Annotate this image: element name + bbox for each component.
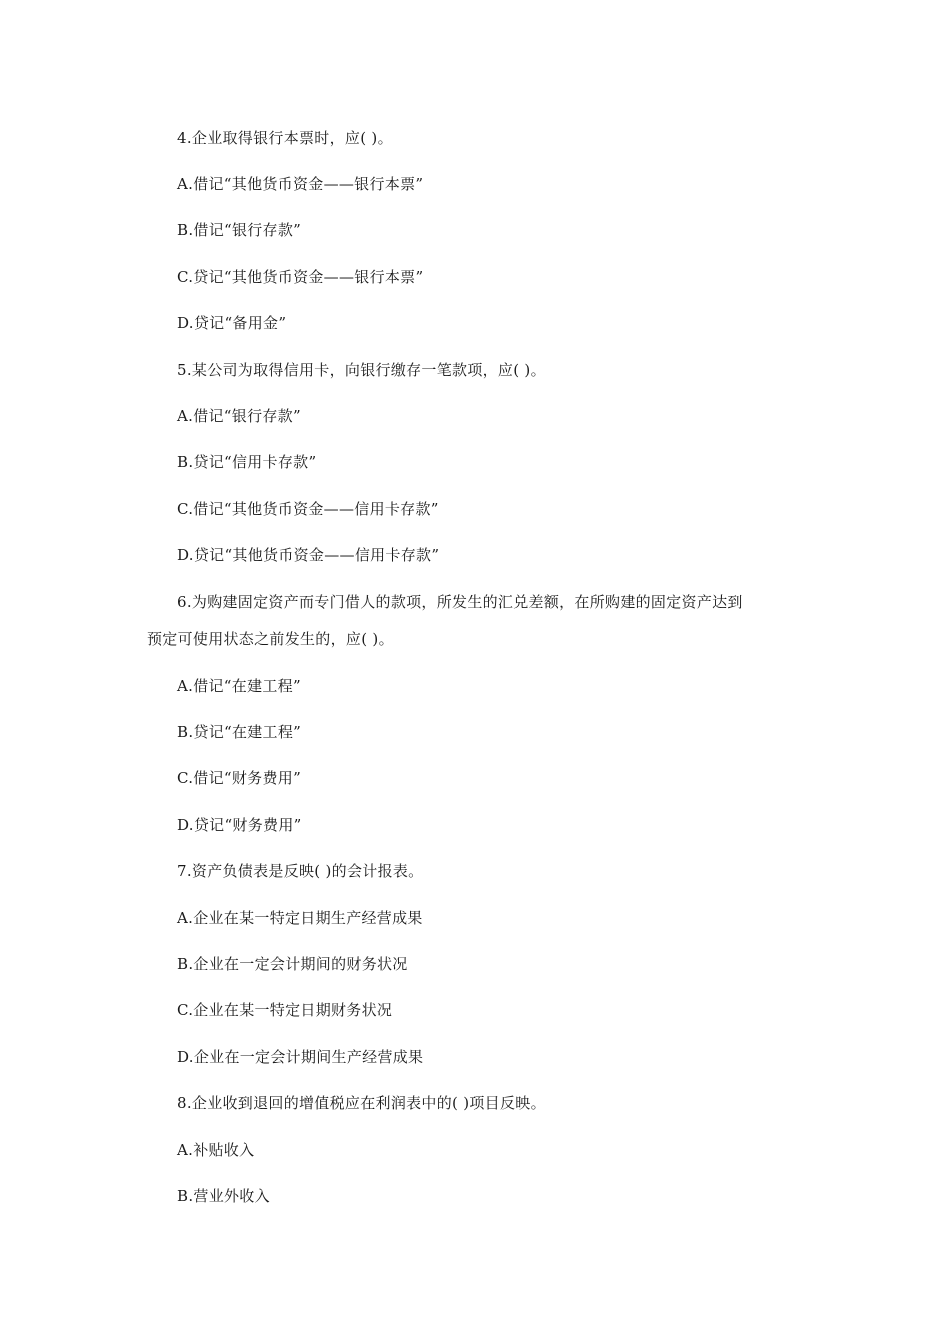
question-8-stem: 8.企业收到退回的增值税应在利润表中的( )项目反映。 xyxy=(177,1094,546,1112)
question-6-option-a: A.借记“在建工程” xyxy=(177,677,301,695)
question-4-option-a: A.借记“其他货币资金——银行本票” xyxy=(177,175,424,193)
question-8-option-a: A.补贴收入 xyxy=(177,1141,255,1159)
question-5-option-a: A.借记“银行存款” xyxy=(177,407,301,425)
question-6-option-c: C.借记“财务费用” xyxy=(177,769,302,787)
question-7-option-c: C.企业在某一特定日期财务状况 xyxy=(177,1001,393,1019)
question-6-option-d: D.贷记“财务费用” xyxy=(177,816,302,834)
question-4-option-b: B.借记“银行存款” xyxy=(177,221,302,239)
question-7-option-a: A.企业在某一特定日期生产经营成果 xyxy=(177,909,423,927)
question-4-stem: 4.企业取得银行本票时，应( )。 xyxy=(177,129,393,147)
question-4-option-c: C.贷记“其他货币资金——银行本票” xyxy=(177,268,424,286)
question-7-option-d: D.企业在一定会计期间生产经营成果 xyxy=(177,1048,424,1066)
question-6-option-b: B.贷记“在建工程” xyxy=(177,723,302,741)
question-4-option-d: D.贷记“备用金” xyxy=(177,314,287,332)
question-7-option-b: B.企业在一定会计期间的财务状况 xyxy=(177,955,408,973)
question-5-option-b: B.贷记“信用卡存款” xyxy=(177,453,317,471)
question-6-stem: 6.为购建固定资产而专门借人的款项，所发生的汇兑差额，在所购建的固定资产达到 xyxy=(177,593,743,611)
question-5-option-c: C.借记“其他货币资金——信用卡存款” xyxy=(177,500,439,518)
question-5-option-d: D.贷记“其他货币资金——信用卡存款” xyxy=(177,546,440,564)
question-8-option-b: B.营业外收入 xyxy=(177,1187,270,1205)
question-7-stem: 7.资产负债表是反映( )的会计报表。 xyxy=(177,862,424,880)
question-5-stem: 5.某公司为取得信用卡，向银行缴存一笔款项，应( )。 xyxy=(177,361,546,379)
question-6-stem-continued: 预定可使用状态之前发生的，应( )。 xyxy=(147,630,394,648)
